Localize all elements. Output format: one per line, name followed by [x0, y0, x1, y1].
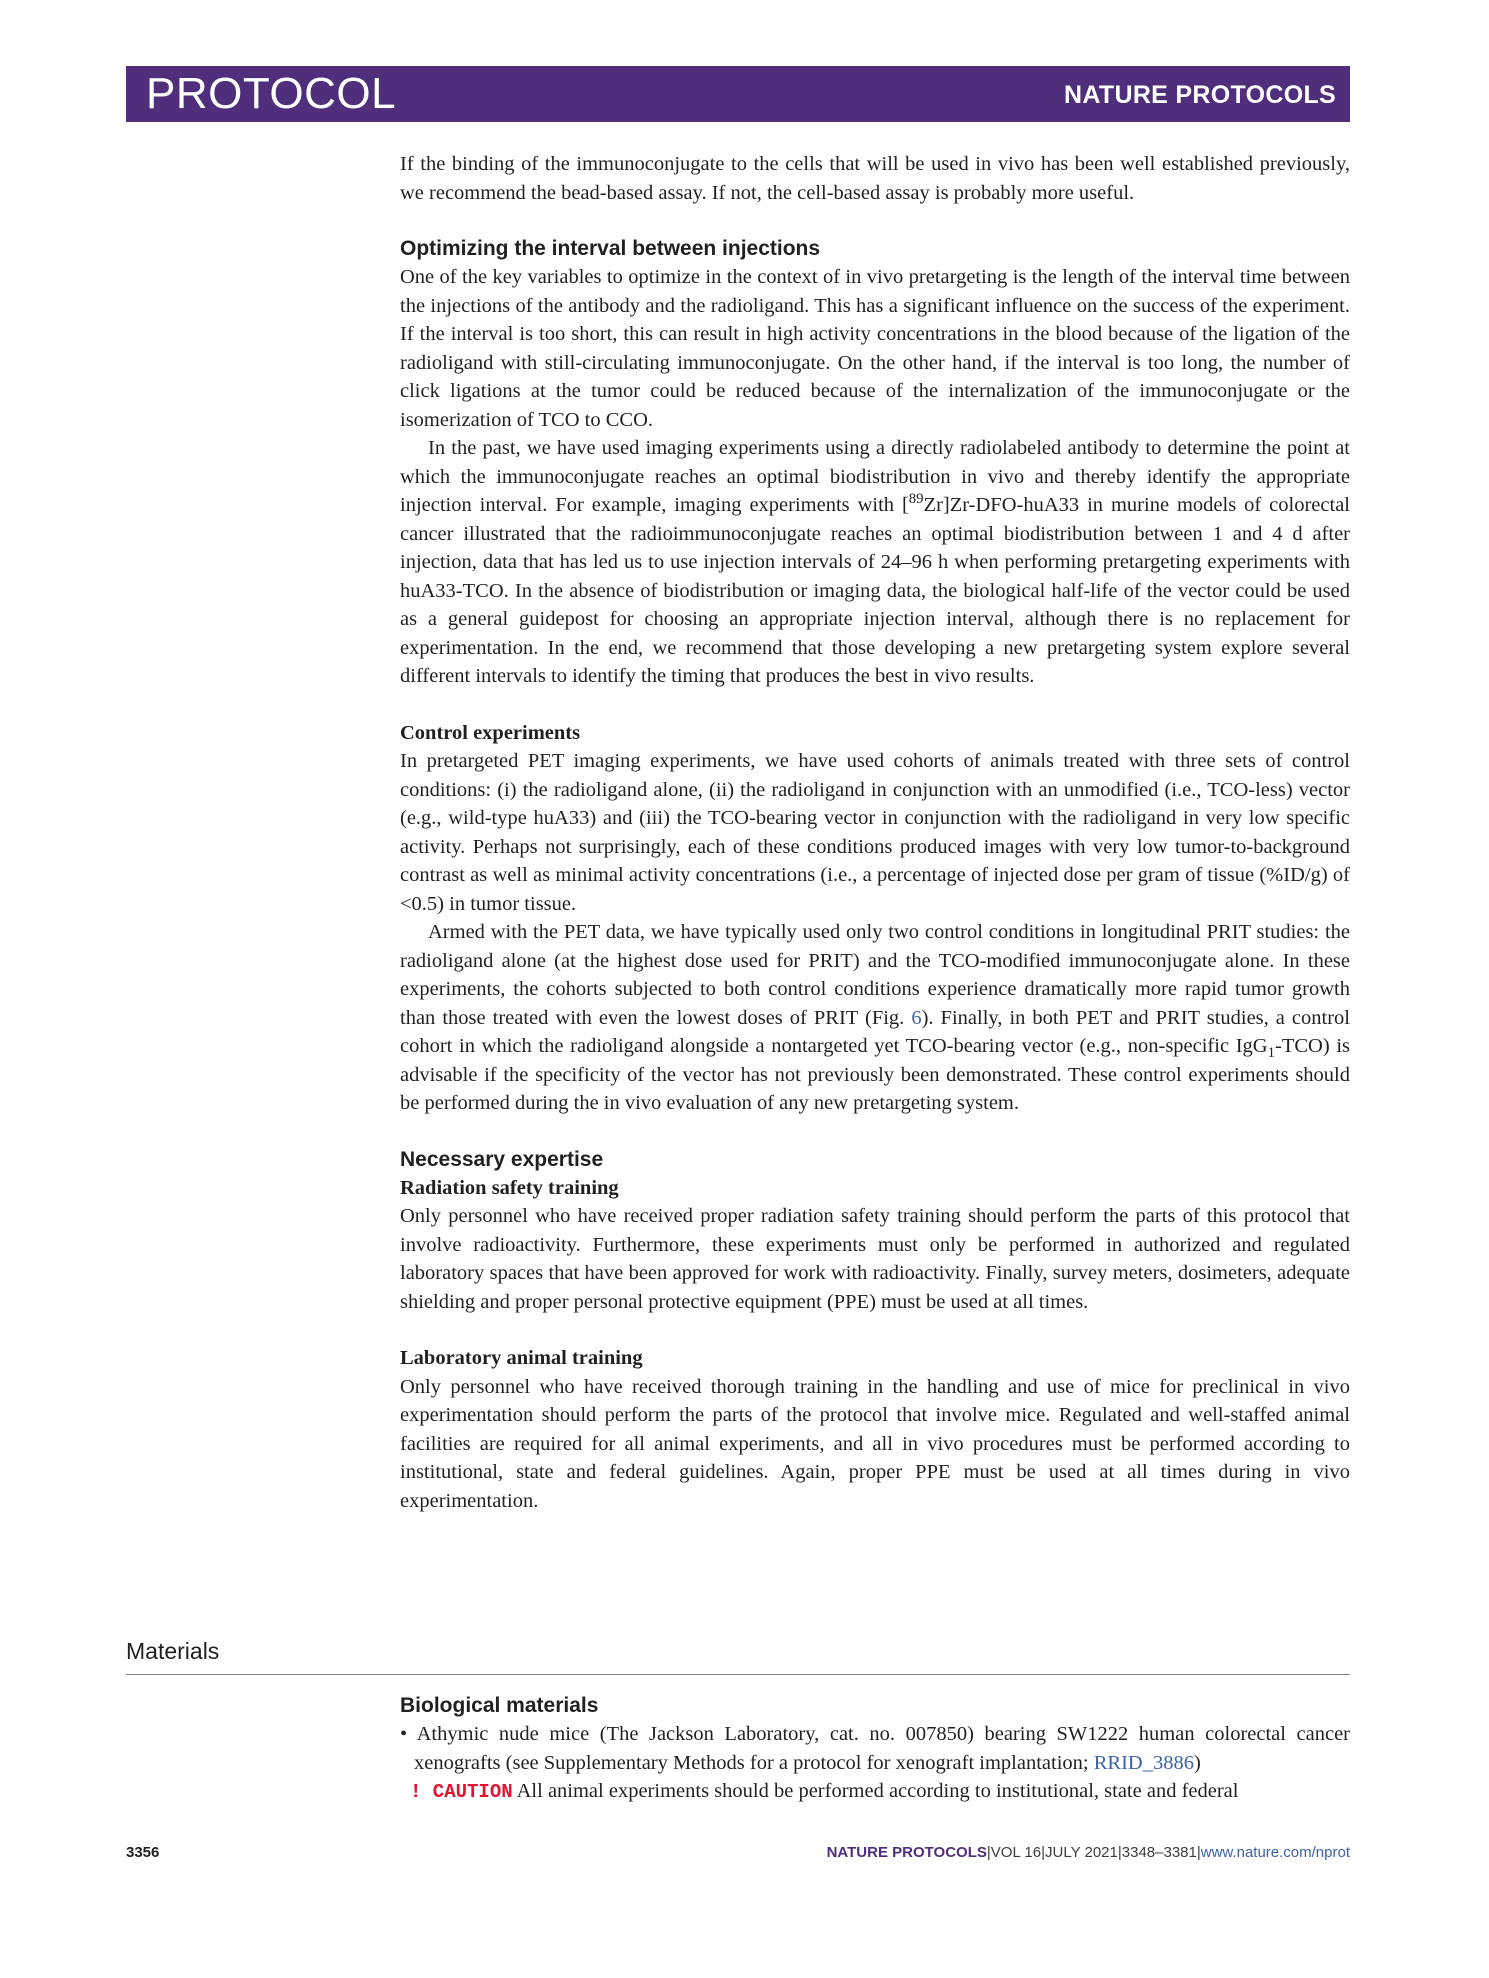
text-span: -TCO) is advisable if the specificity of the vector has not previously been demonstrated. These control experiments should be performed during the in vivo evaluation of any new pretargeting system. [400, 1035, 1351, 1114]
isotope-superscript: 89 [908, 491, 924, 508]
separator: | [986, 1844, 991, 1861]
footer-citation [827, 1844, 1350, 1861]
radiation-heading: Radiation safety training [400, 1176, 619, 1199]
text-span: Armed with the PET data, we have typically used only two control conditions in longitudinal PRIT studies: the radioligand alone (at the highest dose used for PRIT) and the TCO-modified immunoconjugate alone. In these experiments, the cohorts subjected to both control conditions experience dramatically more rapid tumor growth than those treated with even the lowest doses of PRIT (Fig. [400, 921, 1350, 1029]
journal-name: NATURE PROTOCOLS [1064, 81, 1336, 109]
footer-pages: 3348–3381 [1121, 1844, 1197, 1861]
figure-link[interactable]: 6 [911, 1006, 922, 1029]
footer-url[interactable]: www.nature.com/nprot [1200, 1844, 1350, 1861]
footer-journal: NATURE PROTOCOLS [826, 1844, 987, 1861]
spacer [400, 1316, 1350, 1344]
caution-text: All animal experiments should be performed according to institutional, state and federal [516, 1780, 1239, 1802]
spacer [400, 207, 1350, 235]
text-span: Athymic nude mice (The Jackson Laboratory, cat. no. 007850) bearing SW1222 human colorectal cancer xenografts (see Supplementary Methods for a protocol for xenograft implantation; [414, 1723, 1350, 1774]
control-heading: Control experiments [400, 721, 581, 744]
separator: | [1196, 1844, 1201, 1861]
separator: | [1041, 1844, 1046, 1861]
animal-paragraph: Only personnel who have received thorough training in the handling and use of mice for preclinical in vivo experimentation should perform the parts of the protocol that involve mice. Regulated and well-staffed animal facilities are required for all animal experiments, and all in vivo procedures must be performed according to institutional, state and federal guidelines. Again, proper PPE must be used at all times during in vivo experimentation. [400, 1375, 1350, 1512]
main-column [400, 150, 1350, 1515]
rrid-link[interactable]: RRID_3886 [1093, 1751, 1194, 1774]
text-span: ). Finally, in both PET and PRIT studies, a control cohort in which the radioligand alongside a nontargeted yet TCO-bearing vector (e.g., non-specific IgG [400, 1006, 1351, 1057]
page-number: 3356 [126, 1844, 160, 1861]
interval-paragraph-1: One of the key variables to optimize in the context of in vivo pretargeting is the length of the interval time between the injections of the antibody and the radioligand. This has a significant influence on the success of the experiment. If the interval is too short, this can result in high activity concentrations in the blood because of the ligation of the radioligand with still-circulating immunoconjugate. On the other hand, if the interval is too long, the number of click ligations at the tumor could be reduced because of the internalization of the immunoconjugate or the isomerization of TCO to CCO. [400, 266, 1350, 431]
separator: | [1117, 1844, 1122, 1861]
spacer [400, 691, 1350, 719]
spacer [400, 1118, 1350, 1146]
isotype-subscript: 1 [1267, 1045, 1275, 1062]
header-bar [126, 66, 1350, 122]
materials-column [400, 1692, 1350, 1807]
caution-note [400, 1777, 1350, 1807]
list-item [400, 1720, 1350, 1777]
radiation-paragraph: Only personnel who have received proper radiation safety training should perform the parts of this protocol that involve radioactivity. Furthermore, these experiments must only be performed in authorized and regulated laboratory spaces that have been approved for work with radioactivity. Finally, survey meters, dosimeters, adequate shielding and proper personal protective equipment (PPE) must be used at all times. [400, 1205, 1350, 1313]
control-paragraph-2 [400, 918, 1350, 1118]
materials-section-header [126, 1636, 1350, 1675]
text-span: ) [1193, 1751, 1201, 1774]
intro-paragraph: If the binding of the immunoconjugate to the cells that will be used in vivo has been well established previously, we recommend the bead-based assay. If not, the cell-based assay is probably more useful. [400, 153, 1350, 204]
bullet-icon: • [400, 1723, 408, 1745]
text-span: In the past, we have used imaging experiments using a directly radiolabeled antibody to determine the point at which the immunoconjugate reaches an optimal biodistribution in vivo and thereby identify the appropriate injection interval. For example, imaging experiments with [ [400, 437, 1350, 516]
interval-paragraph-2 [400, 434, 1350, 691]
footer-volume: VOL 16 [990, 1844, 1042, 1861]
biological-materials-heading: Biological materials [400, 1694, 599, 1717]
section-label: PROTOCOL [146, 69, 397, 118]
caution-label: ! CAUTION [410, 1781, 513, 1803]
materials-heading: Materials [126, 1638, 220, 1664]
interval-heading: Optimizing the interval between injections [400, 237, 821, 260]
animal-heading: Laboratory animal training [400, 1347, 643, 1369]
footer-date: JULY 2021 [1045, 1844, 1118, 1861]
expertise-heading: Necessary expertise [400, 1147, 604, 1171]
control-paragraph-1: In pretargeted PET imaging experiments, we have used cohorts of animals treated with three sets of control conditions: (i) the radioligand alone, (ii) the radioligand in conjunction with an unmodified (i.e., TCO-less) vector (e.g., wild-type huA33) and (iii) the TCO-bearing vector in conjunction with the radioligand in very low specific activity. Perhaps not surprisingly, each of these conditions produced images with very low tumor-to-background contrast as well as minimal activity concentrations (i.e., a percentage of injected dose per gram of tissue (%ID/g) of <0.5) in tumor tissue. [400, 750, 1350, 915]
text-span: Zr]Zr-DFO-huA33 in murine models of colorectal cancer illustrated that the radioimmunoconjugate reaches an optimal biodistribution between 1 and 4 d after injection, data that has led us to use injection intervals of 24–96 h when performing pretargeting experiments with huA33-TCO. In the absence of biodistribution or imaging data, the biological half-life of the vector could be used as a general guidepost for choosing an appropriate injection interval, although there is no replacement for experimentation. In the end, we recommend that those developing a new pretargeting system explore several different intervals to identify the timing that produces the best in vivo results. [400, 494, 1350, 687]
